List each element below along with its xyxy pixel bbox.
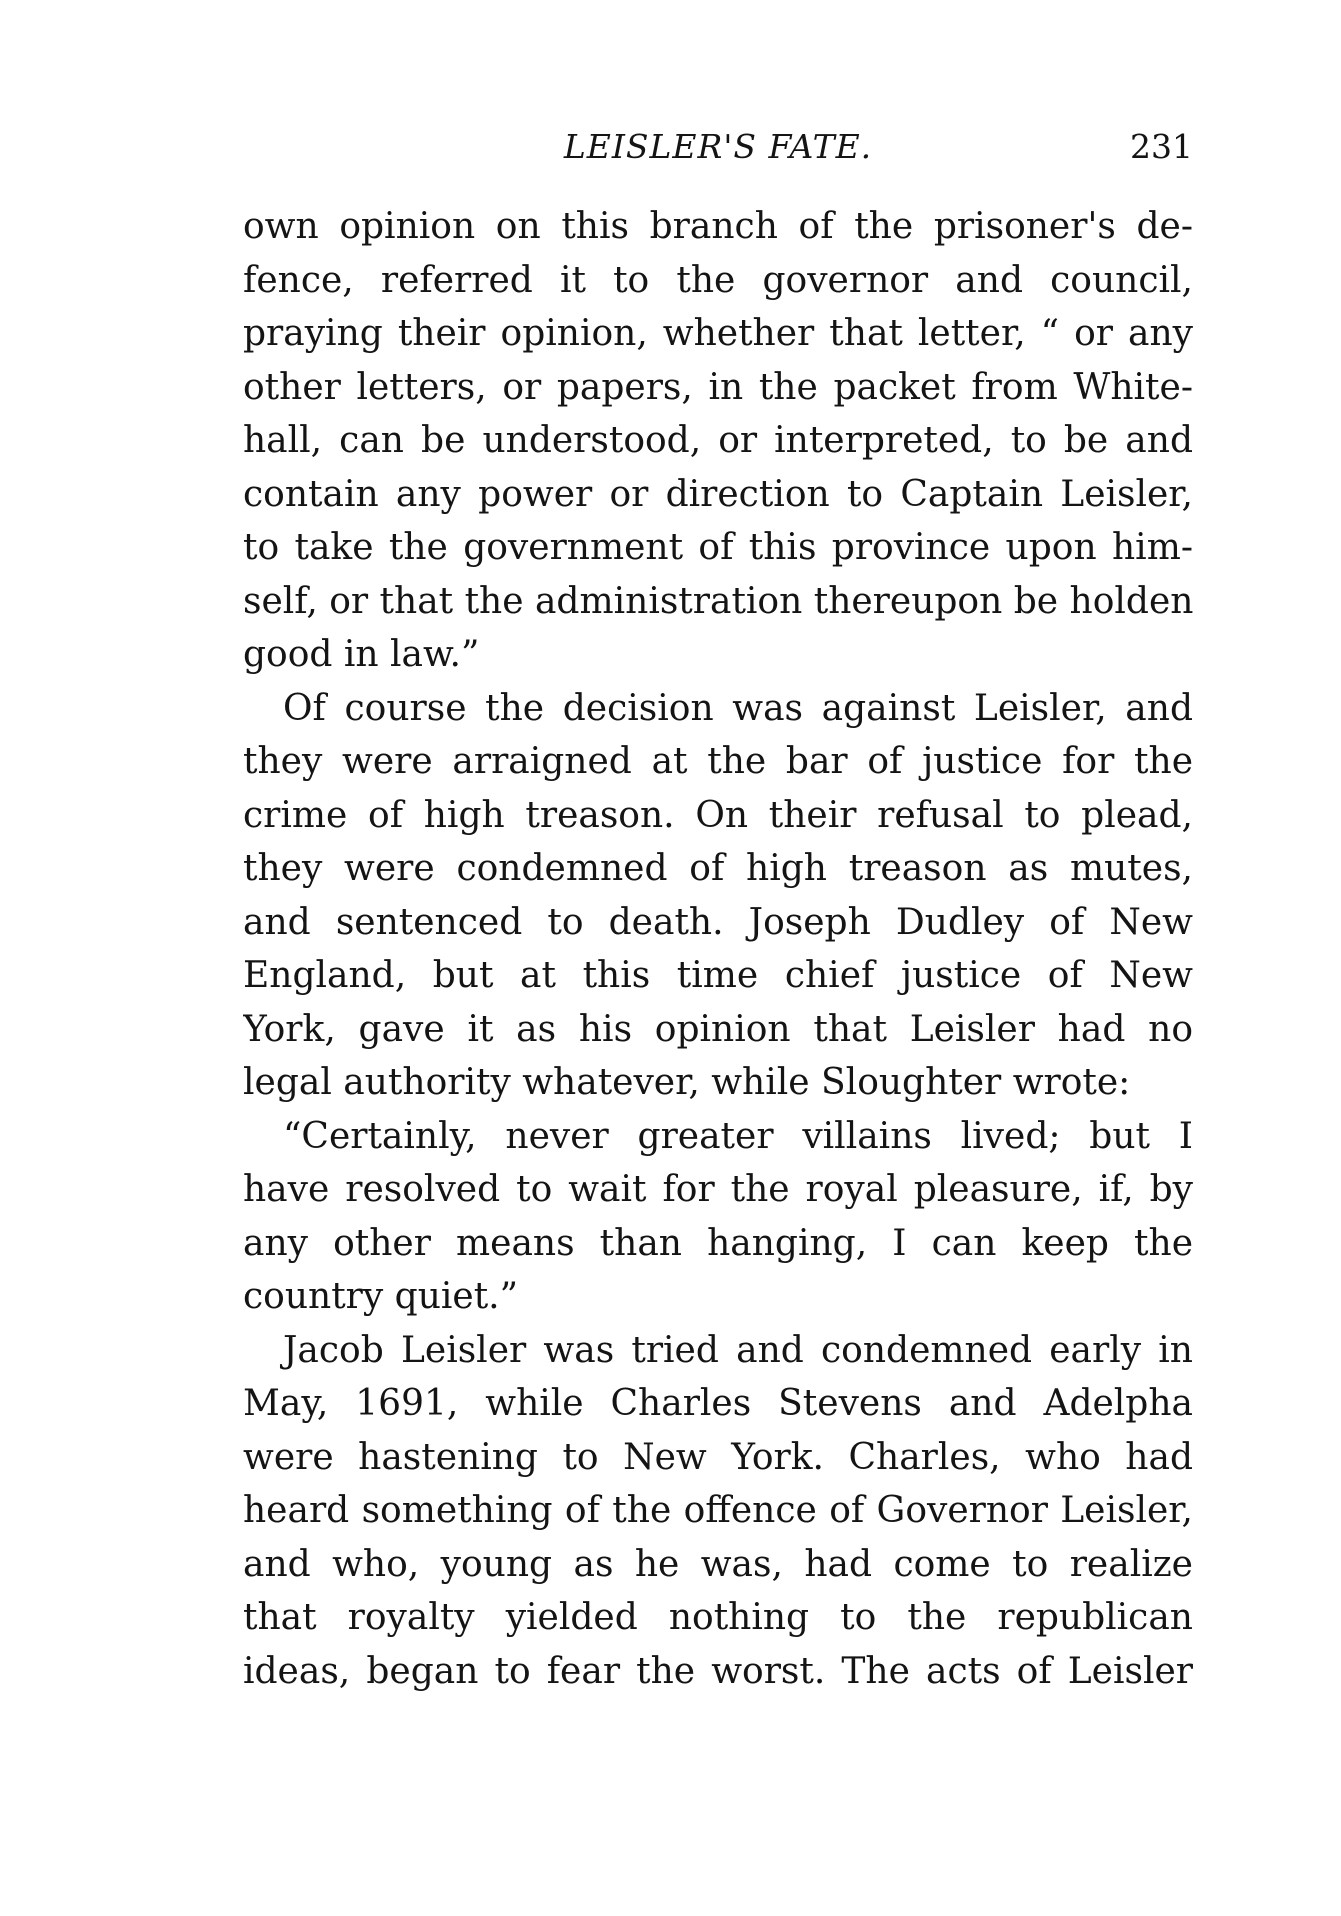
text-line: Of course the decision was against Leisler, and: [283, 687, 1193, 729]
paragraph-4: [243, 1324, 1193, 1699]
text-line: England, but at this time chief justice of New: [243, 955, 1193, 996]
paragraph-2: [243, 682, 1193, 1110]
text-line: and sentenced to death. Joseph Dudley of New: [243, 901, 1193, 943]
text-line: to take the government of this province upon him-: [243, 527, 1193, 568]
text-line: crime of high treason. On their refusal to plead,: [243, 794, 1193, 836]
text-line: self, or that the administration thereupon be holden: [243, 580, 1193, 622]
paragraph-3: [243, 1110, 1193, 1324]
text-line: good in law.”: [243, 634, 480, 675]
text-line: York, gave it as his opinion that Leisler had no: [243, 1008, 1193, 1050]
text-line: heard something of the offence of Governor Leisler,: [243, 1490, 1193, 1531]
text-line: legal authority whatever, while Sloughter wrote:: [243, 1062, 1131, 1103]
text-line: praying their opinion, whether that letter, “ or any: [243, 313, 1193, 354]
text-line: they were condemned of high treason as mutes,: [243, 848, 1193, 889]
text-line: fence, referred it to the governor and council,: [243, 259, 1193, 301]
paragraph-1: [243, 200, 1193, 682]
text-line: country quiet.”: [243, 1276, 519, 1317]
text-line: hall, can be understood, or interpreted, to be and: [243, 420, 1193, 461]
page-number: 231: [1130, 127, 1193, 166]
text-line: that royalty yielded nothing to the republican: [243, 1597, 1193, 1638]
text-line: own opinion on this branch of the prisoner's de-: [243, 206, 1193, 247]
text-line: “Certainly, never greater villains lived; but I: [283, 1115, 1193, 1157]
running-head: [243, 122, 1193, 172]
text-line: Jacob Leisler was tried and condemned early in: [283, 1329, 1193, 1371]
text-line: ideas, began to fear the worst. The acts of Leisler: [243, 1650, 1193, 1692]
text-line: have resolved to wait for the royal pleasure, if, by: [243, 1169, 1193, 1210]
text-line: contain any power or direction to Captain Leisler,: [243, 473, 1193, 515]
text-line: other letters, or papers, in the packet from White-: [243, 366, 1193, 408]
text-line: they were arraigned at the bar of justice for the: [243, 741, 1193, 782]
body-text: [243, 200, 1193, 1698]
text-line: and who, young as he was, had come to realize: [243, 1543, 1193, 1585]
text-line: were hastening to New York. Charles, who had: [243, 1436, 1193, 1478]
text-line: May, 1691, while Charles Stevens and Adelpha: [243, 1383, 1193, 1424]
text-line: any other means than hanging, I can keep the: [243, 1222, 1193, 1264]
running-title: LEISLER'S FATE.: [563, 127, 873, 166]
